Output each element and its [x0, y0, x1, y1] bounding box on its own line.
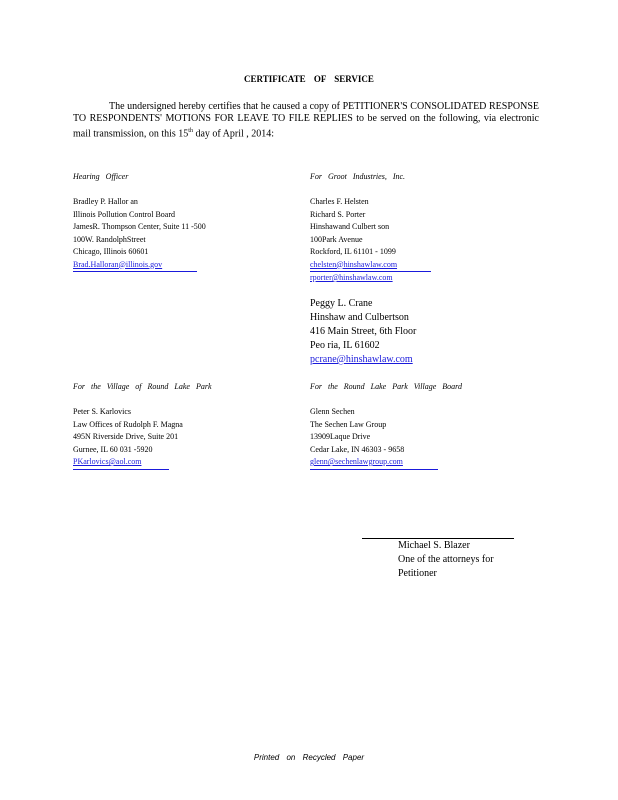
email-link[interactable]: pcrane@hinshawlaw.com — [310, 354, 413, 365]
address-line: Hinshawand Culbert son — [310, 222, 390, 231]
address-line: Peggy L. Crane — [310, 298, 373, 309]
address-line: 100Park Avenue — [310, 234, 363, 244]
document-title: CERTIFICATE OF SERVICE — [244, 74, 374, 84]
address-line: The Sechen Law Group — [310, 419, 387, 429]
address-line: 416 Main Street, 6th Floor — [310, 326, 417, 337]
address-line: Cedar Lake, IN 46303 - 9658 — [310, 444, 405, 454]
village-address — [73, 406, 183, 470]
address-line: Illinois Pollution Control Board — [73, 209, 176, 219]
service-day: 15 — [178, 128, 189, 140]
signer-name: Michael S. Blazer — [398, 540, 470, 551]
email-link[interactable]: rporter@hinshawlaw.com — [310, 273, 393, 282]
service-date-tail: day of April , 2014: — [195, 128, 275, 140]
certification-paragraph — [73, 101, 539, 140]
footer-text: Printed on Recycled Paper — [253, 753, 365, 762]
address-line: 13909Laque Drive — [310, 432, 371, 441]
groot-address — [310, 196, 431, 285]
address-line: Law Offices of Rudolph F. Magna — [73, 419, 183, 429]
address-line: Peo ria, IL 61602 — [310, 340, 380, 351]
email-link[interactable]: glenn@sechenlawgroup.com — [310, 456, 438, 470]
email-link[interactable]: chelsten@hinshawlaw.com — [310, 259, 431, 273]
email-link[interactable]: PKarlovics@aol.com — [73, 456, 169, 470]
address-line: Hinshaw and Culbertson — [310, 312, 409, 323]
address-line: Peter S. Karlovics — [73, 407, 131, 416]
board-heading: For the Round Lake Park Village Board — [310, 382, 462, 391]
signer-role: One of the attorneys for — [398, 554, 494, 565]
address-line: Richard S. Porter — [310, 209, 366, 219]
service-day-suffix: th — [188, 128, 193, 134]
groot-heading: For Groot Industries, Inc. — [310, 172, 406, 181]
address-line: Glenn Sechen — [310, 407, 355, 416]
address-line: 495N Riverside Drive, Suite 201 — [73, 432, 179, 441]
email-link[interactable]: Brad.Halloran@illinois.gov — [73, 259, 197, 273]
crane-address — [310, 297, 416, 367]
village-heading: For the Village of Round Lake Park — [73, 382, 212, 391]
signature-block — [398, 539, 494, 581]
address-line: Bradley P. Hallor an — [73, 197, 138, 206]
address-line: Charles F. Helsten — [310, 197, 369, 206]
address-line: Rockford, IL 61101 - 1099 — [310, 247, 396, 256]
certification-text: The undersigned hereby certifies that he caused a copy of PETITIONER'S CONSOLIDATED RESPONSE TO RESPONDENTS' MOTIONS FOR LEAVE TO FILE REPLIES to be served on the following, via electronic mail transmission, on this — [73, 101, 539, 140]
address-line: 100W. RandolphStreet — [73, 234, 146, 244]
hearing-officer-address — [73, 196, 206, 272]
hearing-officer-heading: Hearing Officer — [73, 172, 129, 181]
board-address — [310, 406, 438, 470]
address-line: Chicago, Illinois 60601 — [73, 247, 149, 256]
address-line: JamesR. Thompson Center, Suite 11 -500 — [73, 222, 206, 231]
signer-role-2: Petitioner — [398, 568, 437, 579]
address-line: Gurnee, IL 60 031 -5920 — [73, 444, 153, 454]
